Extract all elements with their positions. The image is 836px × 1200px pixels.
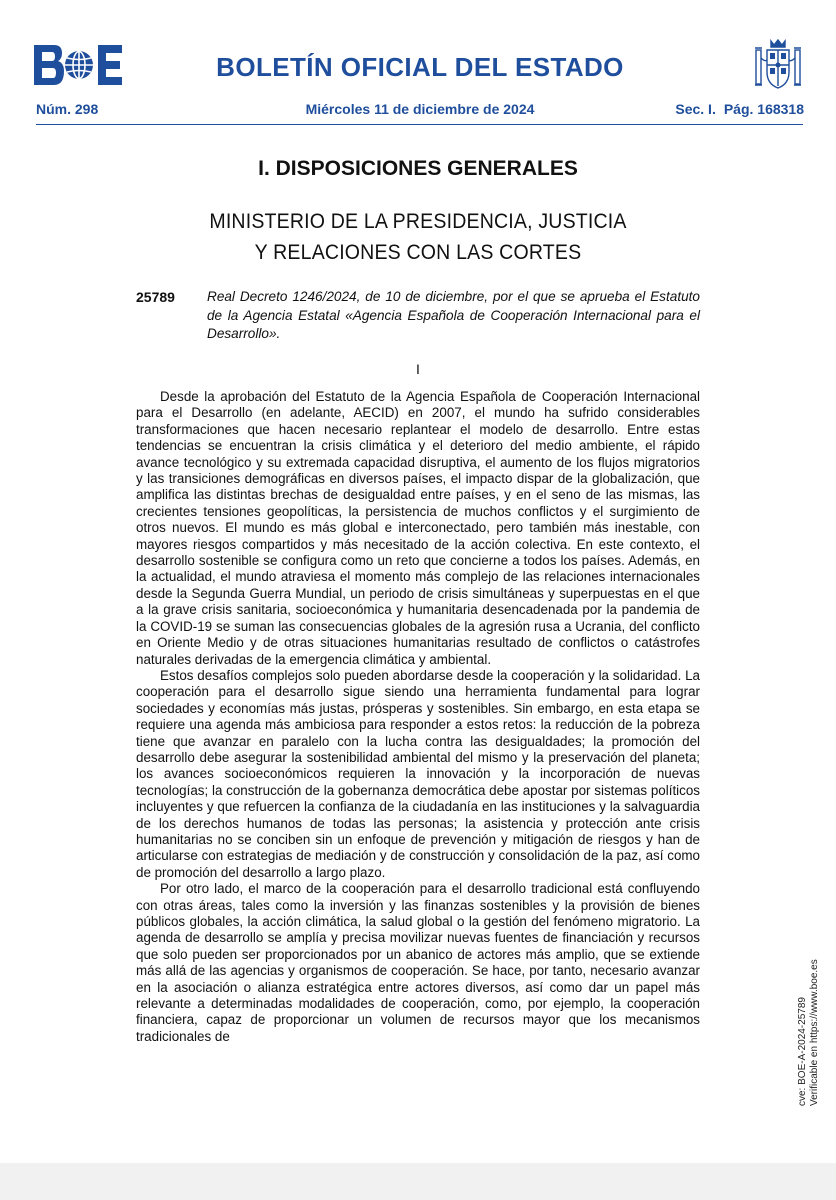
- order-number: 25789: [136, 289, 175, 305]
- issue-number: Núm. 298: [36, 101, 99, 117]
- issue-date: Miércoles 11 de diciembre de 2024: [305, 101, 535, 117]
- paragraph: Desde la aprobación del Estatuto de la Agencia Española de Cooperación Internacional para el Desarrollo (en adelante, AECID) en 2007, el mundo ha sufrido considerables transformaciones que hacen necesario replantear el modelo de desarrollo. Entre estas tendencias se encuentran la crisis climática y el deterioro del medio ambiente, el rápido avance tecnológico y su extremada capacidad disruptiva, el aumento de los flujos migratorios y las transiciones demográficas en diversos países, el impacto dispar de la globalización, que amplifica las distintas brechas de desigualdad entre países, y en el seno de las mismas, las crecientes tensiones geopolíticas, la persistencia de muchos conflictos y el surgimiento de otros nuevos. El mundo es más global e interconectado, pero también más inestable, con mayores riesgos compartidos y más necesitado de la acción colectiva. En este contexto, el desarrollo sostenible se configura como un reto que concierne a todos los países. Además, en la actualidad, el mundo atraviesa el momento más complejo de las relaciones internacionales desde la Segunda Guerra Mundial, un periodo de crisis simultáneas y superpuestas en el que a la grave crisis sanitaria, socioeconómica y humanitaria desencadenada por la pandemia de la COVID-19 se suman las consecuencias globales de la agresión rusa a Ucrania, del conflicto en Oriente Medio y de otras situaciones humanitarias resultado de conflictos o catástrofes naturales derivadas de la emergencia climática y ambiental.: [136, 389, 700, 667]
- ministry-heading: [29, 206, 806, 268]
- issue-info-bar: [36, 101, 804, 121]
- verification-note: [797, 959, 821, 1106]
- masthead-title: BOLETÍN OFICIAL DEL ESTADO: [216, 52, 624, 82]
- order-title: Real Decreto 1246/2024, de 10 de diciembre, por el que se aprueba el Estatuto de la Agencia Estatal «Agencia Española de Cooperación Internacional para el Desarrollo».: [207, 289, 700, 341]
- section-label: Sec. I.: [675, 101, 716, 117]
- ministry-line-1: MINISTERIO DE LA PRESIDENCIA, JUSTICIA: [209, 210, 627, 233]
- paragraph: Por otro lado, el marco de la cooperación para el desarrollo tradicional está confluyendo con otras áreas, tales como la inversión y las finanzas sostenibles y la provisión de bienes públicos globales, la acción climática, la salud global o la gestión del fenómeno migratorio. La agenda de desarrollo se amplía y precisa movilizar nuevas fuentes de financiación y recursos que solo pueden ser proporcionados por un abanico de actores más amplio, que se extiende más allá de las agencias y organismos de cooperación. Se hace, por tanto, necesario avanzar en la asociación o alianza estratégica entre actores diversos, así como dar un papel más relevante a determinadas modalidades de cooperación, como, por ejemplo, la cooperación financiera, capaz de proporcionar un volumen de recursos mayor que los mecanismos tradicionales de: [136, 881, 700, 1044]
- chapter-numeral: I: [416, 361, 420, 377]
- body-text: [136, 389, 700, 1045]
- ministry-line-2: Y RELACIONES CON LAS CORTES: [254, 241, 582, 264]
- coat-of-arms-icon: [752, 38, 804, 94]
- section-page: [667, 101, 804, 117]
- paragraph: Estos desafíos complejos solo pueden abordarse desde la cooperación y la solidaridad. La cooperación para el desarrollo sigue siendo una herramienta fundamental para lograr sociedades y economías más justas, prósperas y sostenibles. Sin embargo, en esta etapa se requiere una agenda más ambiciosa para responder a estos retos: la reducción de la pobreza tiene que avanzar en paralelo con la lucha contra las desigualdades; la promoción del desarrollo debe asegurar la sostenibilidad ambiental del mismo y la preservación del planeta; los avances socioeconómicos requieren la innovación y la incorporación de nuevas tecnologías; la construcción de la gobernanza democrática debe apostar por sistemas políticos incluyentes y que refuercen la confianza de la ciudadanía en las instituciones y la salvaguardia de los derechos humanos de todas las personas; la asistencia y protección ante crisis humanitarias no se conciben sin un enfoque de prevención y mitigación de riesgos y han de articularse con estrategias de mediación y de construcción y consolidación de la paz, así como de promoción del desarrollo a largo plazo.: [136, 667, 700, 880]
- boe-logo: [34, 45, 122, 85]
- header-divider: [36, 124, 803, 125]
- cve-code: cve: BOE-A-2024-25789: [797, 997, 808, 1106]
- page-label: Pág. 168318: [723, 101, 804, 117]
- page-bottom-band: [0, 1163, 836, 1200]
- section-title: I. DISPOSICIONES GENERALES: [258, 157, 578, 180]
- verification-url: Verificable en https://www.boe.es: [809, 959, 820, 1106]
